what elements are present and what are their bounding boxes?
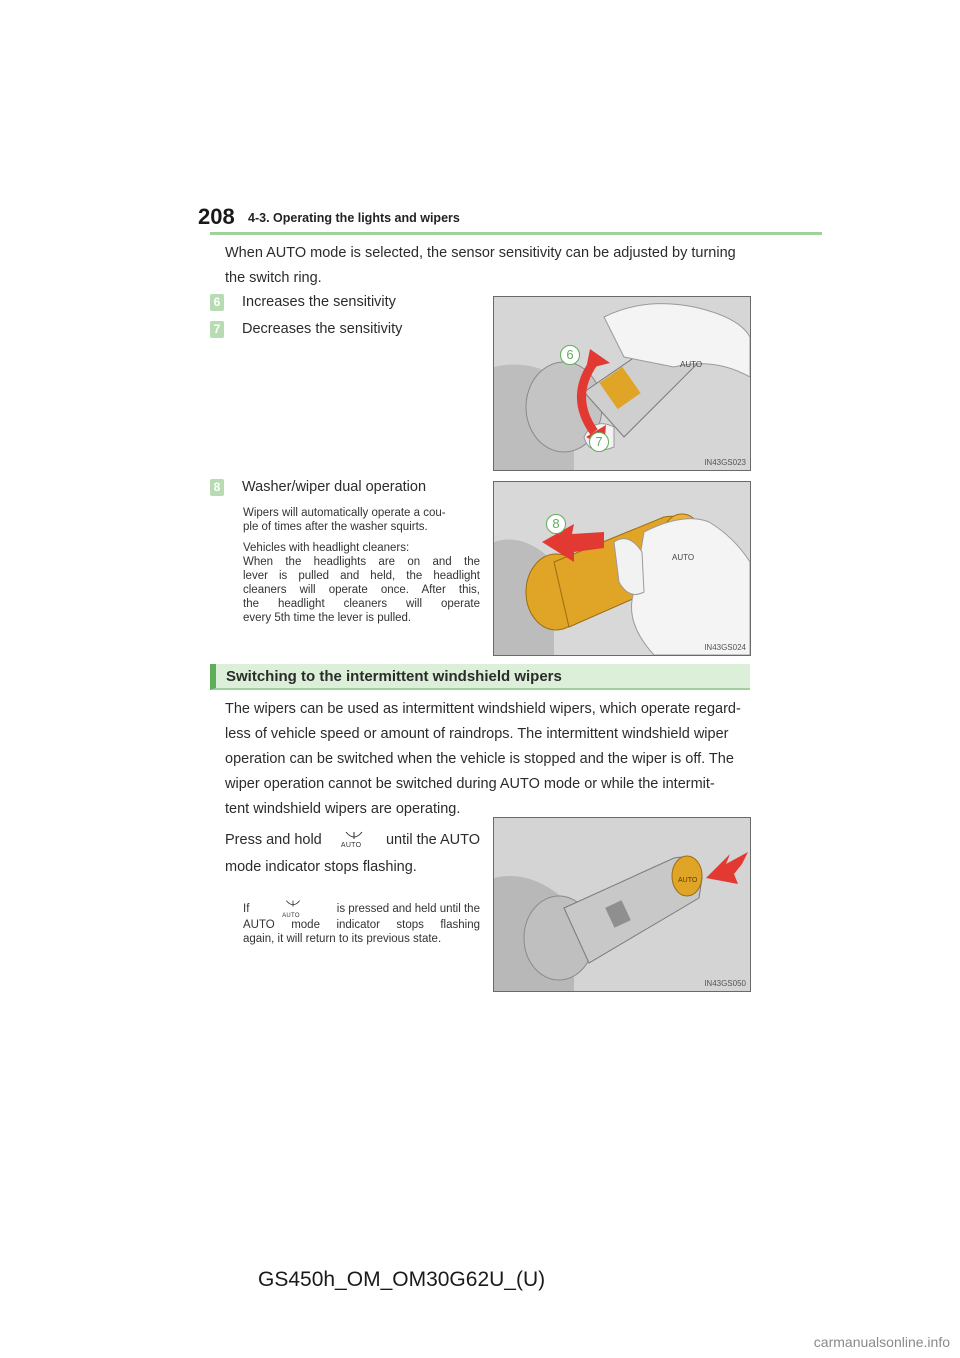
para-line: tent windshield wipers are operating.: [225, 801, 461, 817]
press-hold-instruction: [225, 829, 480, 875]
document-code: GS450h_OM_OM30G62U_(U): [258, 1268, 546, 1291]
lever-illustration: [494, 818, 750, 991]
section-heading-text: Switching to the intermittent windshield wipers: [226, 668, 562, 685]
section-title: 4-3. Operating the lights and wipers: [248, 211, 460, 225]
item-number-badge: 6: [210, 294, 224, 311]
instruction-text: mode indicator stops flashing.: [225, 859, 417, 875]
section-heading-intermittent: [210, 664, 750, 690]
note-line: Wipers will automatically operate a cou-: [243, 507, 446, 519]
note-text: AUTO mode indicator stops flashing: [243, 919, 480, 931]
item-label: Washer/wiper dual operation: [242, 479, 427, 495]
wiper-auto-icon: AUTO: [280, 899, 306, 919]
para-line: operation can be switched when the vehicle is stopped and the wiper is off. The: [225, 751, 734, 767]
para-line: wiper operation cannot be switched during AUTO mode or while the intermit-: [225, 776, 715, 792]
lever-illustration: [494, 297, 750, 470]
watermark: carmanualsonline.info: [813, 1334, 950, 1350]
intro-paragraph: [225, 241, 745, 291]
intro-line-1: When AUTO mode is selected, the sensor sensitivity can be adjusted by turning: [225, 245, 736, 261]
callout-6: 6: [560, 345, 580, 365]
item-number-badge: 8: [210, 479, 224, 496]
para-line: The wipers can be used as intermittent windshield wipers, which operate regard-: [225, 701, 741, 717]
note-line: cleaners will operate once. After this,: [243, 584, 480, 596]
instruction-text: until the AUTO: [385, 832, 480, 848]
note-line: lever is pulled and held, the headlight: [243, 570, 480, 582]
lever-illustration: [494, 482, 750, 655]
lever-auto-label: AUTO: [678, 877, 698, 884]
note-line: Vehicles with headlight cleaners:: [243, 542, 410, 554]
lever-auto-label: AUTO: [672, 553, 695, 562]
note-text: If: [243, 903, 250, 915]
item-number-badge: 7: [210, 321, 224, 338]
note-line: ple of times after the washer squirts.: [243, 521, 428, 533]
intermittent-paragraph: [225, 697, 745, 822]
note-text: again, it will return to its previous state.: [243, 933, 442, 945]
item-label: Decreases the sensitivity: [242, 321, 403, 337]
return-state-note: [243, 900, 480, 946]
dual-operation-notes: [243, 506, 480, 625]
item-label: Increases the sensitivity: [242, 294, 396, 310]
photo-auto-button: [493, 817, 751, 992]
note-line: When the headlights are on and the: [243, 556, 480, 568]
callout-7: 7: [589, 432, 609, 452]
image-code: IN43GS023: [704, 458, 746, 467]
intro-line-2: the switch ring.: [225, 270, 322, 286]
callout-8: 8: [546, 514, 566, 534]
note-text: is pressed and held until the: [336, 903, 480, 915]
image-code: IN43GS050: [704, 979, 746, 988]
para-line: less of vehicle speed or amount of raindrops. The intermittent windshield wiper: [225, 726, 729, 742]
instruction-text: Press and hold: [225, 832, 322, 848]
note-line: every 5th time the lever is pulled.: [243, 612, 412, 624]
lever-auto-label: AUTO: [680, 360, 703, 369]
page-number: 208: [198, 204, 235, 229]
note-line: the headlight cleaners will operate: [243, 598, 480, 610]
photo-sensitivity-ring: [493, 296, 751, 471]
header-rule: [210, 232, 822, 235]
image-code: IN43GS024: [704, 643, 746, 652]
photo-pull-lever: [493, 481, 751, 656]
wiper-auto-icon: AUTO: [339, 830, 369, 850]
